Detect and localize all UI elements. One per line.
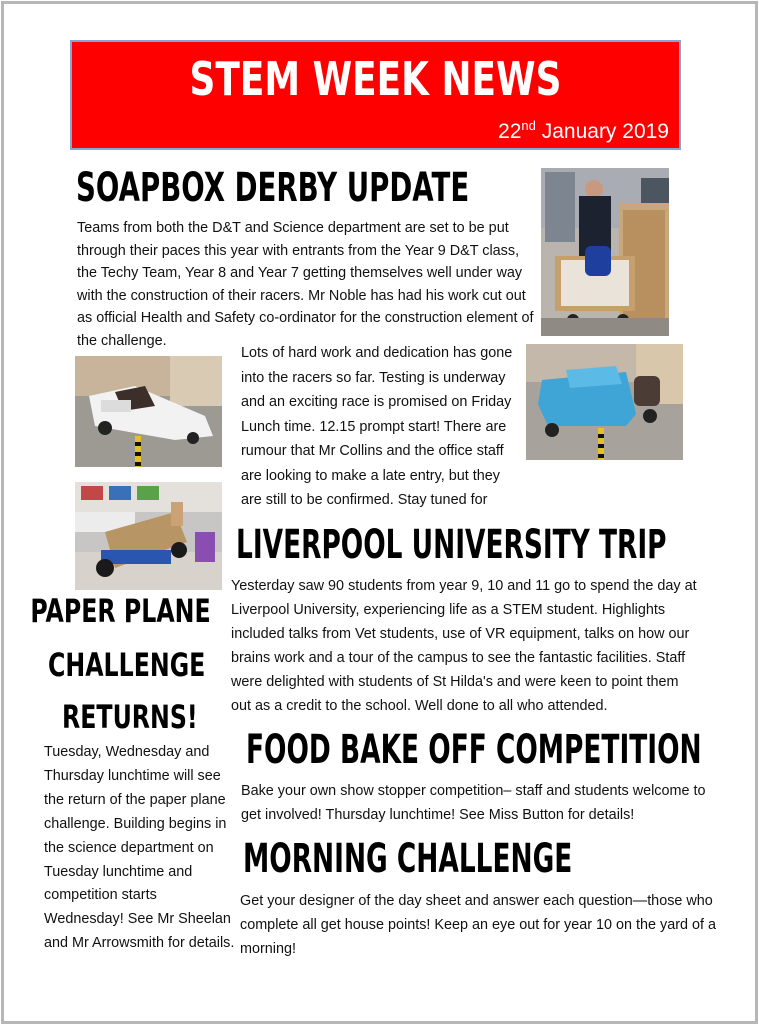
classroom-racer-photo <box>75 482 222 590</box>
liverpool-body: Yesterday saw 90 students from year 9, 10 and 11 go to spend the day at Liverpool University, experiencing life as a STEM student. Highlights included talks from Vet students, use of VR equipment, talks on how our brains work and a tour of the campus to see the fantastic facilities. Staff were delighted with students of St Hilda's and were keen to point them out as a credit to the school. Well done to all who attended. <box>231 578 697 714</box>
date-suffix: nd <box>521 118 536 133</box>
soapbox-paragraph-1: Teams from both the D&T and Science department are set to be put through their paces this year with entrants from the Year 9 D&T class, the Techy Team, Year 8 and Year 7 getting themselves well under way with the construction of their racers. Mr Noble has had his work cut out as official Health and Safety co-ordinator for the construction element of the challenge. <box>77 220 534 349</box>
paperplane-headline-line2: CHALLENGE <box>48 646 206 684</box>
masthead-banner <box>70 40 681 150</box>
masthead-title: STEM WEEK NEWS <box>189 52 562 106</box>
blue-racer-photo <box>526 344 683 460</box>
morning-headline: MORNING CHALLENGE <box>243 836 573 882</box>
morning-body: Get your designer of the day sheet and answer each question—those who complete all get house points! Keep an eye out for year 10 on the yard of a morning! <box>240 893 717 957</box>
paperplane-headline-line1: PAPER PLANE <box>30 592 211 630</box>
date-rest: January 2019 <box>535 120 669 143</box>
white-racer-photo <box>75 356 222 467</box>
masthead-date <box>498 118 669 144</box>
bakeoff-headline: FOOD BAKE OFF COMPETITION <box>246 727 702 773</box>
liverpool-headline: LIVERPOOL UNIVERSITY TRIP <box>236 522 667 568</box>
workshop-photo-teacher <box>541 168 669 336</box>
date-day: 22 <box>498 120 522 143</box>
paperplane-headline-line3: RETURNS! <box>62 698 198 736</box>
soapbox-paragraph-2: Lots of hard work and dedication has gone into the racers so far. Testing is underway and an exciting race is promised on Friday Lunch time. 12.15 prompt start! There are rumour that Mr Collins and the office staff are looking to make a late entry, but they are still to be confirmed. Stay tuned for <box>241 345 513 508</box>
paperplane-body: Tuesday, Wednesday and Thursday lunchtime will see the return of the paper plane challenge. Building begins in the science department on Tuesday lunchtime and competition starts Wednesday! See Mr Sheelan and Mr Arrowsmith for details. <box>44 744 235 952</box>
bakeoff-body: Bake your own show stopper competition– staff and students welcome to get involved! Thursday lunchtime! See Miss Button for details! <box>241 783 706 823</box>
soapbox-headline: SOAPBOX DERBY UPDATE <box>76 165 470 211</box>
